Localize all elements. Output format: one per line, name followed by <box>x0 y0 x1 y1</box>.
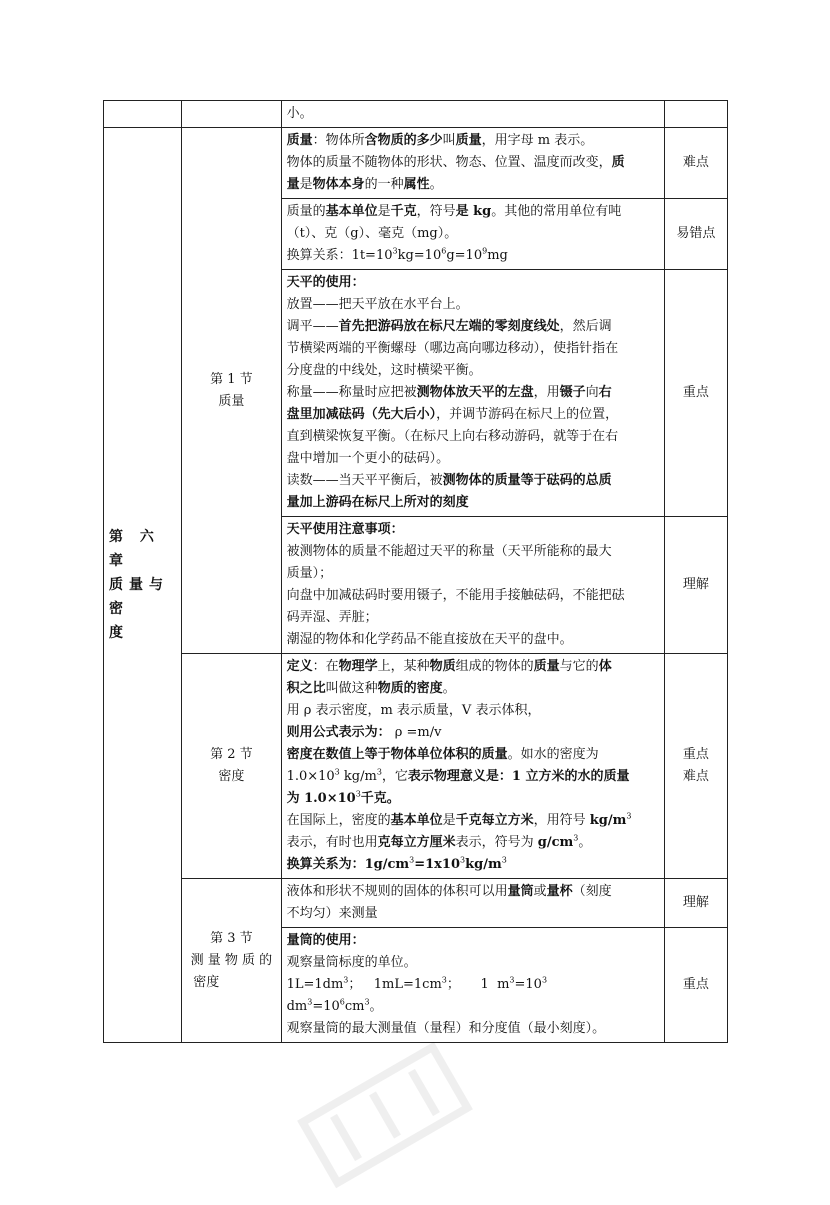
chapter-cell <box>104 101 182 128</box>
content-cell: 天平的使用： 放置——把天平放在水平台上。 调平——首先把游码放在标尺左端的零刻度线处，然后调 节横梁两端的平衡螺母（哪边高向哪边移动），使指针指在 分度盘的中线处，这时横梁平衡。 称量——称量时应把被测物体放天平的左盘，用镊子向右 盘里加减砝码（先大后小），并调节游码在标尺上的位置， 直到横梁恢复平衡。（在标尺上向右移动游码，就等于在右 盘中增加一个更小的砝码）。 读数——当天平平衡后，被测物体的质量等于砝码的总质 量加上游码在标尺上所对的刻度 <box>281 270 664 517</box>
tag-cell <box>664 517 727 654</box>
tag-label: 理解 <box>682 577 709 592</box>
table-row <box>104 128 728 199</box>
tag-label: 重点 <box>682 747 709 762</box>
tag-cell <box>664 270 727 517</box>
table-row <box>104 654 728 879</box>
content-cell: 量筒的使用： 观察量筒标度的单位。$1L=1dm^3$； $1mL=1cm^3$； 1 $m^3=10^3$ $dm^3=10^6cm^3$。 观察量筒的最大测量值（量程）和分度值（最小刻度）。 <box>281 928 664 1043</box>
section-title: 测 量 物 质 的 <box>190 952 273 968</box>
content-text: 小。 <box>286 106 313 121</box>
section-cell <box>182 101 281 128</box>
section-cell <box>182 128 281 654</box>
tag-label: 理解 <box>682 895 709 910</box>
syllabus-table <box>103 100 728 1043</box>
section-number: 第 3 节 <box>210 930 253 946</box>
section-title: 质量 <box>218 393 245 409</box>
tag-cell <box>664 654 727 879</box>
tag-cell <box>664 101 727 128</box>
tag-cell <box>664 199 727 270</box>
section-cell <box>182 654 281 879</box>
table-row <box>104 101 728 128</box>
chapter-cell <box>104 128 182 1043</box>
content-cell: 质量的基本单位是千克，符号是 kg。其他的常用单位有吨 （t）、克（g）、毫克（mg）。 换算关系：$1t=10^3kg=10^6g=10^9mg$ <box>281 199 664 270</box>
tag-cell <box>664 128 727 199</box>
content-cell <box>281 101 664 128</box>
section-number: 第 2 节 <box>210 747 253 762</box>
content-cell: 质量：物体所含物质的多少叫质量，用字母 m 表示。 物体的质量不随物体的形状、物态、位置、温度而改变，质 量是物体本身的一种属性。 <box>281 128 664 199</box>
content-cell: 定义：在物理学上，某种物质组成的物体的质量与它的体 积之比叫做这种物质的密度。 用 ρ 表示密度，m 表示质量，V 表示体积， 则用公式表示为： ρ =m/v 密度在数值上等于物体单位体积的质量。如水的密度为 $1.0\times 10^3$ $kg/m^3$，它表示物理意义是：1 立方米的水的质量 为 $1.0\times 10^3$千克。 在国际上，密度的基本单位是千克每立方米，用符号 $kg/m^3$ 表示，有时也用克每立方厘米表示，符号为 $g/cm^3$。 换算关系为：$1g/cm^3=1x10^3kg/m^3$ <box>281 654 664 879</box>
chapter-title: 第 六 章 质量与密 度 <box>109 529 169 641</box>
table-row <box>104 879 728 928</box>
watermark-icon <box>284 1025 486 1205</box>
section-cell <box>182 879 281 1043</box>
tag-label: 重点 <box>682 977 709 992</box>
tag-cell <box>664 879 727 928</box>
section-title: 密度 <box>218 769 245 784</box>
tag-label: 难点 <box>682 769 709 784</box>
tag-label: 重点 <box>682 385 709 400</box>
content-cell: 天平使用注意事项： 被测物体的质量不能超过天平的称量（天平所能称的最大 质量）； 向盘中加减砝码时要用镊子，不能用手接触砝码，不能把砝 码弄湿、弄脏； 潮湿的物体和化学药品不能直接放在天平的盘中。 <box>281 517 664 654</box>
section-title: 密度 <box>193 974 220 990</box>
content-cell: 液体和形状不规则的固体的体积可以用量筒或量杯（刻度 不均匀）来测量 <box>281 879 664 928</box>
section-number: 第 1 节 <box>210 371 253 387</box>
tag-label: 易错点 <box>676 226 716 241</box>
tag-label: 难点 <box>682 155 709 170</box>
tag-cell <box>664 928 727 1043</box>
